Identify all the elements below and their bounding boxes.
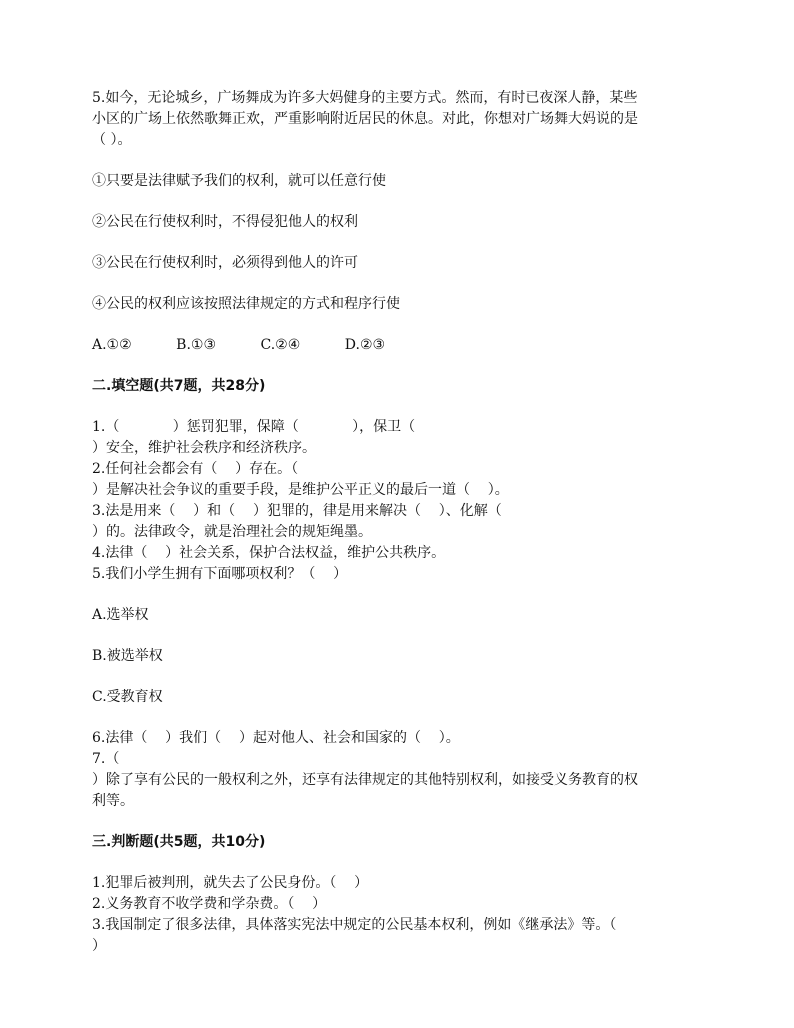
section-2-title: 二.填空题(共7题，共28分) (92, 378, 266, 394)
q5-answer-choices: A.①② B.①③ C.②④ D.②③ (92, 337, 386, 353)
s2-line-8: 5.我们小学生拥有下面哪项权利？（ ） (92, 566, 348, 582)
q5-stem-line-2: 小区的广场上依然歌舞正欢，严重影响附近居民的休息。对此，你想对广场舞大妈说的是 (92, 111, 638, 127)
s2-line-3: 2.任何社会都会有（ ）存在。（ (92, 461, 299, 477)
s2-q7-line-1: 7.（ (92, 751, 120, 767)
s2-line-1: 1.（ ）惩罚犯罪，保障（ ），保卫（ (92, 419, 416, 435)
section-3-title: 三.判断题(共5题，共10分) (92, 834, 266, 850)
s2-line-5: 3.法是用来（ ）和（ ）犯罪的，律是用来解决（ ）、化解（ (92, 503, 502, 519)
exam-page (92, 88, 707, 957)
s2-q5-option-c: C.受教育权 (92, 689, 163, 705)
q5-option-3: ③公民在行使权利时，必须得到他人的许可 (92, 255, 358, 271)
q5-option-4: ④公民的权利应该按照法律规定的方式和程序行使 (92, 296, 400, 312)
q5-stem-line-1: 5.如今，无论城乡，广场舞成为许多大妈健身的主要方式。然而，有时已夜深人静，某些 (92, 90, 638, 106)
s3-line-1: 1.犯罪后被判刑，就失去了公民身份。（ ） (92, 875, 369, 891)
s3-line-4: ） (92, 938, 106, 954)
q5-option-2: ②公民在行使权利时，不得侵犯他人的权利 (92, 214, 358, 230)
s2-q5-option-b: B.被选举权 (92, 648, 163, 664)
q5-option-1: ①只要是法律赋予我们的权利，就可以任意行使 (92, 173, 386, 189)
s2-q6: 6.法律（ ）我们（ ）起对他人、社会和国家的（ ）。 (92, 730, 460, 746)
s3-line-3: 3.我国制定了很多法律，具体落实宪法中规定的公民基本权利，例如《继承法》等。（ (92, 917, 617, 933)
q5-stem-line-3: （ ）。 (92, 132, 132, 148)
s2-q7-line-3: 利等。 (92, 793, 134, 809)
s2-line-2: ）安全，维护社会秩序和经济秩序。 (92, 440, 316, 456)
s2-line-7: 4.法律（ ）社会关系，保护合法权益，维护公共秩序。 (92, 545, 446, 561)
s3-line-2: 2.义务教育不收学费和学杂费。（ ） (92, 896, 327, 912)
s2-q7-line-2: ）除了享有公民的一般权利之外，还享有法律规定的其他特别权利，如接受义务教育的权 (92, 772, 638, 788)
s2-q5-option-a: A.选举权 (92, 607, 149, 623)
s2-line-4: ）是解决社会争议的重要手段，是维护公平正义的最后一道（ ）。 (92, 482, 509, 498)
s2-line-6: ）的。法律政令，就是治理社会的规矩绳墨。 (92, 524, 372, 540)
